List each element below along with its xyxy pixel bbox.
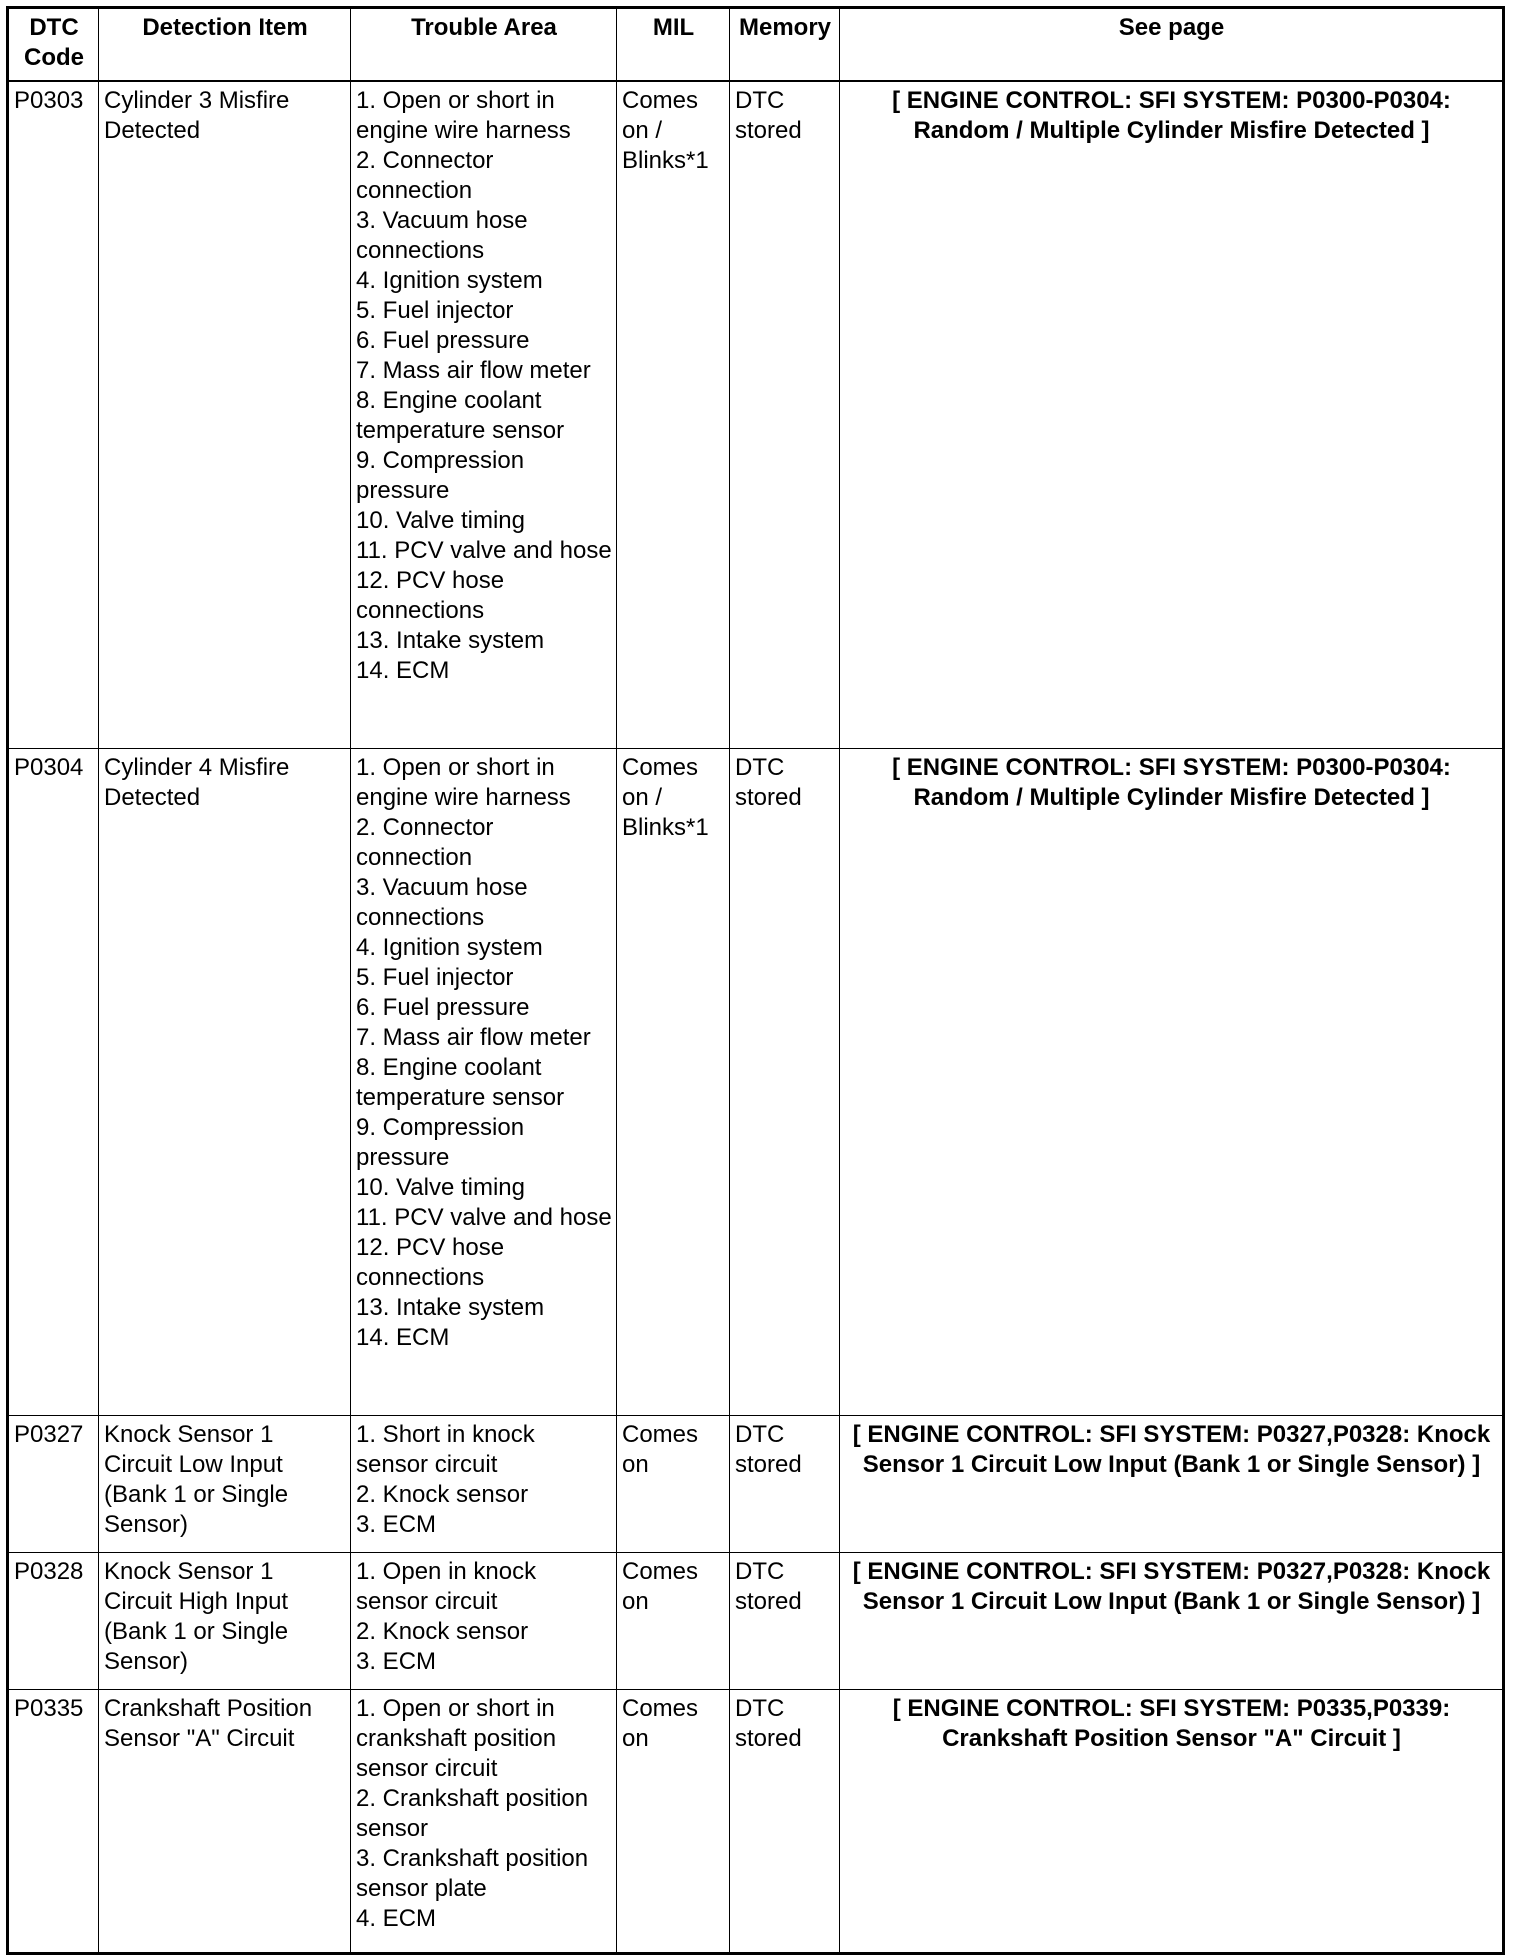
trouble-area-item: 1. Open or short in engine wire harness [356,753,571,811]
trouble-area-item: 13. Intake system [356,627,545,654]
trouble-area-item: 2. Crankshaft position sensor [356,1784,589,1842]
trouble-area-item: 11. PCV valve and hose [356,537,612,564]
detection-item-cell: Knock Sensor 1 Circuit High Input (Bank 1 or Single Sensor) [99,1552,351,1689]
trouble-area-item: 2. Connector connection [356,147,494,204]
trouble-area-item: 1. Open in knock sensor circuit [356,1557,537,1615]
trouble-area-item: 6. Fuel pressure [356,993,530,1021]
trouble-area-item: 2. Knock sensor [356,1617,529,1645]
mil-cell: Comes on / Blinks*1 [617,81,730,748]
header-memory: Memory [730,8,840,82]
table-row [8,748,1504,1415]
trouble-area-item: 2. Connector connection [356,813,494,871]
header-trouble-area: Trouble Area [351,8,617,82]
table-row [8,81,1504,748]
trouble-area-item: 11. PCV valve and hose [356,1203,612,1231]
see-page-cell: [ ENGINE CONTROL: SFI SYSTEM: P0327,P0328: Knock Sensor 1 Circuit Low Input (Bank 1 or Single Sensor) ] [840,1415,1504,1552]
memory-cell: DTC stored [730,1552,840,1689]
trouble-area-item: 3. ECM [356,1510,437,1538]
table-row [8,1415,1504,1552]
trouble-area-item: 1. Open or short in engine wire harness [356,87,571,144]
see-page-cell: [ ENGINE CONTROL: SFI SYSTEM: P0335,P0339: Crankshaft Position Sensor "A" Circuit ] [840,1689,1504,1953]
header-row [8,8,1504,82]
trouble-area-item: 12. PCV hose connections [356,567,505,624]
dtc-code-cell: P0327 [8,1415,99,1552]
trouble-area-item: 1. Short in knock sensor circuit [356,1420,535,1478]
header-dtc-code: DTC Code [8,8,99,82]
trouble-area-item: 8. Engine coolant temperature sensor [356,387,565,444]
trouble-area-item: 14. ECM [356,1323,450,1351]
detection-item-cell: Knock Sensor 1 Circuit Low Input (Bank 1 or Single Sensor) [99,1415,351,1552]
header-see-page: See page [840,8,1504,82]
dtc-code-cell: P0335 [8,1689,99,1953]
trouble-area-item: 3. Vacuum hose connections [356,207,528,264]
trouble-area-item: 12. PCV hose connections [356,1233,505,1291]
mil-cell: Comes on [617,1415,730,1552]
trouble-area-item: 8. Engine coolant temperature sensor [356,1053,565,1111]
memory-cell: DTC stored [730,81,840,748]
detection-item-cell: Cylinder 3 Misfire Detected [99,81,351,748]
trouble-area-item: 14. ECM [356,657,450,684]
table-body [8,81,1504,1953]
trouble-area-item: 5. Fuel injector [356,297,514,324]
trouble-area-item: 4. Ignition system [356,267,543,294]
see-page-cell: [ ENGINE CONTROL: SFI SYSTEM: P0327,P0328: Knock Sensor 1 Circuit Low Input (Bank 1 or Single Sensor) ] [840,1552,1504,1689]
see-page-cell: [ ENGINE CONTROL: SFI SYSTEM: P0300-P0304: Random / Multiple Cylinder Misfire Detected ] [840,81,1504,748]
memory-cell: DTC stored [730,748,840,1415]
header-detection-item: Detection Item [99,8,351,82]
trouble-area-item: 5. Fuel injector [356,963,514,991]
trouble-area-item: 9. Compression pressure [356,1113,525,1171]
trouble-area-cell [351,81,617,748]
trouble-area-item: 1. Open or short in crankshaft position sensor circuit [356,1694,557,1782]
mil-cell: Comes on / Blinks*1 [617,748,730,1415]
see-page-cell: [ ENGINE CONTROL: SFI SYSTEM: P0300-P0304: Random / Multiple Cylinder Misfire Detected ] [840,748,1504,1415]
detection-item-cell: Cylinder 4 Misfire Detected [99,748,351,1415]
dtc-code-cell: P0303 [8,81,99,748]
trouble-area-item: 3. ECM [356,1647,437,1675]
mil-cell: Comes on [617,1689,730,1953]
detection-item-cell: Crankshaft Position Sensor "A" Circuit [99,1689,351,1953]
trouble-area-item: 3. Vacuum hose connections [356,873,528,931]
table-row [8,1552,1504,1689]
trouble-area-item: 3. Crankshaft position sensor plate [356,1844,589,1902]
trouble-area-item: 2. Knock sensor [356,1480,529,1508]
memory-cell: DTC stored [730,1689,840,1953]
trouble-area-item: 4. ECM [356,1904,437,1932]
trouble-area-cell [351,748,617,1415]
trouble-area-item: 9. Compression pressure [356,447,525,504]
memory-cell: DTC stored [730,1415,840,1552]
trouble-area-item: 6. Fuel pressure [356,327,530,354]
trouble-area-item: 10. Valve timing [356,507,525,534]
header-mil: MIL [617,8,730,82]
trouble-area-cell [351,1415,617,1552]
trouble-area-cell [351,1689,617,1953]
dtc-code-cell: P0304 [8,748,99,1415]
mil-cell: Comes on [617,1552,730,1689]
table-row [8,1689,1504,1953]
dtc-table [6,6,1505,1955]
trouble-area-item: 7. Mass air flow meter [356,357,591,384]
trouble-area-item: 10. Valve timing [356,1173,525,1201]
dtc-code-cell: P0328 [8,1552,99,1689]
trouble-area-cell [351,1552,617,1689]
trouble-area-item: 7. Mass air flow meter [356,1023,591,1051]
trouble-area-item: 13. Intake system [356,1293,545,1321]
trouble-area-item: 4. Ignition system [356,933,543,961]
